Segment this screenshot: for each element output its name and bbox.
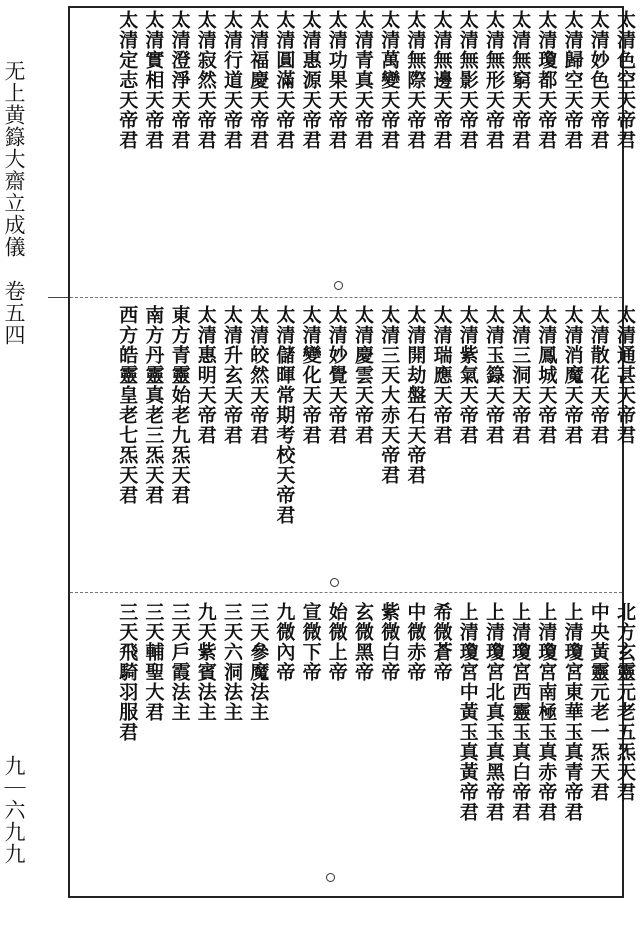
text-column: 太清紫氣天帝君 bbox=[456, 305, 479, 445]
text-column: 紫微白帝 bbox=[378, 602, 401, 682]
text-column: 太清萬變天帝君 bbox=[378, 10, 401, 150]
text-column: 太清歸空天帝君 bbox=[561, 10, 584, 150]
text-column: 中微赤帝 bbox=[404, 602, 427, 682]
text-column: 太清澄淨天帝君 bbox=[168, 10, 191, 150]
text-column: 北方玄靈元老五炁天君 bbox=[614, 602, 636, 802]
text-block-middle bbox=[70, 305, 636, 590]
text-column: 太清惠源天帝君 bbox=[299, 10, 322, 150]
text-column: 太清無際天帝君 bbox=[404, 10, 427, 150]
text-column: 九天紫賓法主 bbox=[194, 602, 217, 722]
text-column: 上清瓊宮西靈玉真白帝君 bbox=[509, 602, 532, 822]
text-column: 太清妙覺天帝君 bbox=[325, 305, 348, 445]
text-column: 太清定志天帝君 bbox=[116, 10, 139, 150]
text-column: 三天戶霞法主 bbox=[168, 602, 191, 722]
text-block-bottom bbox=[70, 602, 636, 887]
text-column: 太清妙色天帝君 bbox=[587, 10, 610, 150]
text-column: 太清色空天帝君 bbox=[614, 10, 636, 150]
text-block-top bbox=[70, 10, 636, 295]
text-column: 太清慶雲天帝君 bbox=[352, 305, 374, 445]
book-title: 无上黄籙大齋立成儀 卷五四 bbox=[2, 60, 26, 346]
text-column: 太清寂然天帝君 bbox=[194, 10, 217, 150]
text-column: 太清瑞應天帝君 bbox=[430, 305, 453, 445]
text-column: 太清行道天帝君 bbox=[221, 10, 243, 150]
text-column: 玄微黑帝 bbox=[352, 602, 374, 682]
text-column: 三天輔聖大君 bbox=[142, 602, 165, 722]
text-column: 太清功果天帝君 bbox=[325, 10, 348, 150]
text-column: 太清開劫盤石天帝君 bbox=[404, 305, 427, 485]
text-column: 上清瓊宮中黃玉真黃帝君 bbox=[456, 602, 479, 822]
text-column: 太清玉籙天帝君 bbox=[483, 305, 505, 445]
text-column: 太清青真天帝君 bbox=[352, 10, 374, 150]
text-column: 太清鳳城天帝君 bbox=[535, 305, 558, 445]
text-column: 太清惠明天帝君 bbox=[194, 305, 217, 445]
text-column: 太清無形天帝君 bbox=[483, 10, 505, 150]
text-column: 太清無窮天帝君 bbox=[509, 10, 532, 150]
page-number: 九｜六九九 bbox=[2, 755, 26, 865]
text-column: 太清三洞天帝君 bbox=[509, 305, 532, 445]
text-column: 西方皓靈皇老七炁天君 bbox=[116, 305, 139, 505]
text-column: 太清瓊都天帝君 bbox=[535, 10, 558, 150]
text-column: 東方青靈始老九炁天君 bbox=[168, 305, 191, 505]
text-column: 太清無邊天帝君 bbox=[430, 10, 453, 150]
text-column: 上清瓊宮東華玉真青帝君 bbox=[561, 602, 584, 822]
text-column: 三天飛騎羽服君 bbox=[116, 602, 139, 742]
text-column: 太清圓滿天帝君 bbox=[273, 10, 296, 150]
text-column: 上清瓊宮北真玉真黑帝君 bbox=[483, 602, 505, 822]
text-column: 太清升玄天帝君 bbox=[221, 305, 243, 445]
section-divider-1 bbox=[70, 297, 622, 298]
text-column: 始微上帝 bbox=[325, 602, 348, 682]
text-column: 太清儲暉常期考校天帝君 bbox=[273, 305, 296, 525]
text-column: 希微蒼帝 bbox=[430, 602, 453, 682]
text-column: 九微內帝 bbox=[273, 602, 296, 682]
text-column: 太清三天大赤天帝君 bbox=[378, 305, 401, 485]
text-column: 宣微下帝 bbox=[299, 602, 322, 682]
margin-rule-top bbox=[48, 297, 68, 298]
text-column: 太清通甚天帝君 bbox=[614, 305, 636, 445]
text-column: 太清無影天帝君 bbox=[456, 10, 479, 150]
text-column: 太清福慶天帝君 bbox=[247, 10, 270, 150]
text-column: 三天六洞法主 bbox=[221, 602, 243, 722]
text-column: 太清散花天帝君 bbox=[587, 305, 610, 445]
text-column: 太清變化天帝君 bbox=[299, 305, 322, 445]
text-column: 中央黃靈元老一炁天君 bbox=[587, 602, 610, 802]
text-column: 太清實相天帝君 bbox=[142, 10, 165, 150]
text-column: 三天參魔法主 bbox=[247, 602, 270, 722]
text-column: 上清瓊宮南極玉真赤帝君 bbox=[535, 602, 558, 822]
section-divider-2 bbox=[70, 592, 622, 593]
text-column: 南方丹靈真老三炁天君 bbox=[142, 305, 165, 505]
text-column: 太清消魔天帝君 bbox=[561, 305, 584, 445]
text-column: 太清皎然天帝君 bbox=[247, 305, 270, 445]
